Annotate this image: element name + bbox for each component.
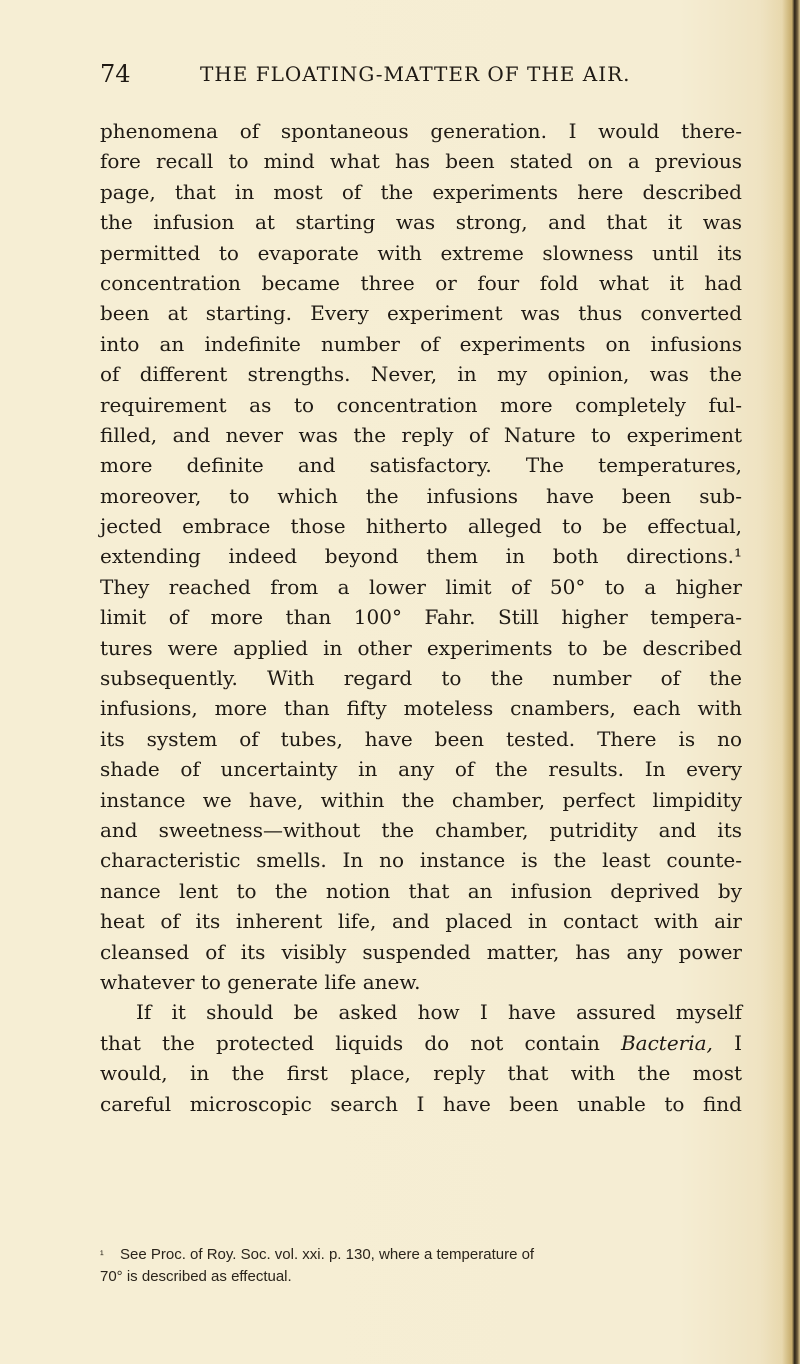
text-line: filled, and never was the reply of Nature to experiment [100, 422, 742, 447]
italic-term: Bacteria, [620, 1030, 713, 1055]
text-line: page, that in most of the experiments here described [100, 179, 742, 204]
footnote-marker: ¹ [100, 1249, 104, 1261]
text-line: heat of its inherent life, and placed in contact with air [100, 909, 742, 934]
text-line: of different strengths. Never, in my opinion, was the [100, 362, 742, 387]
text-line: jected embrace those hitherto alleged to be effectual, [100, 514, 742, 539]
text-line: extending indeed beyond them in both directions.¹ [100, 544, 742, 569]
text-line: permitted to evaporate with extreme slowness until its [100, 240, 742, 265]
text-line: tures were applied in other experiments to be described [100, 635, 742, 660]
text-segment: that the protected liquids do not contain [100, 1030, 621, 1055]
text-line: careful microscopic search I have been unable to find [100, 1091, 742, 1116]
text-segment: I [712, 1030, 742, 1055]
footnote [100, 1244, 742, 1288]
page-edge-shadow [782, 0, 800, 1364]
text-line: They reached from a lower limit of 50° to a higher [100, 574, 742, 599]
text-line: nance lent to the notion that an infusion deprived by [100, 878, 742, 903]
text-line: into an indefinite number of experiments on infusions [100, 331, 742, 356]
text-line: limit of more than 100° Fahr. Still higher tempera- [100, 605, 742, 630]
body-text [100, 116, 742, 1119]
text-line: phenomena of spontaneous generation. I would there- [100, 119, 742, 143]
page-header [100, 60, 740, 100]
text-line: concentration became three or four fold what it had [100, 270, 742, 295]
footnote-text: See Proc. of Roy. Soc. vol. xxi. p. 130, where a temperature of [120, 1246, 535, 1263]
text-line: cleansed of its visibly suspended matter, has any power [100, 939, 742, 964]
text-line: moreover, to which the infusions have been sub- [100, 483, 742, 508]
text-line: the infusion at starting was strong, and that it was [100, 210, 742, 235]
text-line: characteristic smells. In no instance is the least counte- [100, 848, 742, 873]
text-line: infusions, more than fifty moteless cnambers, each with [100, 696, 742, 721]
text-line: more definite and satisfactory. The temperatures, [100, 453, 742, 478]
text-line: requirement as to concentration more completely ful- [100, 392, 742, 417]
text-line: been at starting. Every experiment was thus converted [100, 301, 742, 326]
text-line: its system of tubes, have been tested. There is no [100, 726, 742, 751]
text-line-with-italic [100, 1028, 742, 1058]
text-line: and sweetness—without the chamber, putridity and its [100, 817, 742, 842]
text-line: whatever to generate life anew. [100, 969, 421, 994]
footnote-line [100, 1244, 742, 1266]
footnote-line: 70° is described as effectual. [100, 1268, 292, 1285]
text-line: fore recall to mind what has been stated on a previous [100, 149, 742, 174]
page-number: 74 [100, 60, 131, 88]
text-line: instance we have, within the chamber, perfect limpidity [100, 787, 742, 812]
text-line: subsequently. With regard to the number of the [100, 666, 742, 691]
running-head: THE FLOATING-MATTER OF THE AIR. [200, 62, 631, 86]
text-line: shade of uncertainty in any of the results. In every [100, 757, 742, 782]
text-line: would, in the first place, reply that with the most [100, 1061, 742, 1086]
paragraph-start-line: If it should be asked how I have assured myself [136, 1000, 742, 1025]
